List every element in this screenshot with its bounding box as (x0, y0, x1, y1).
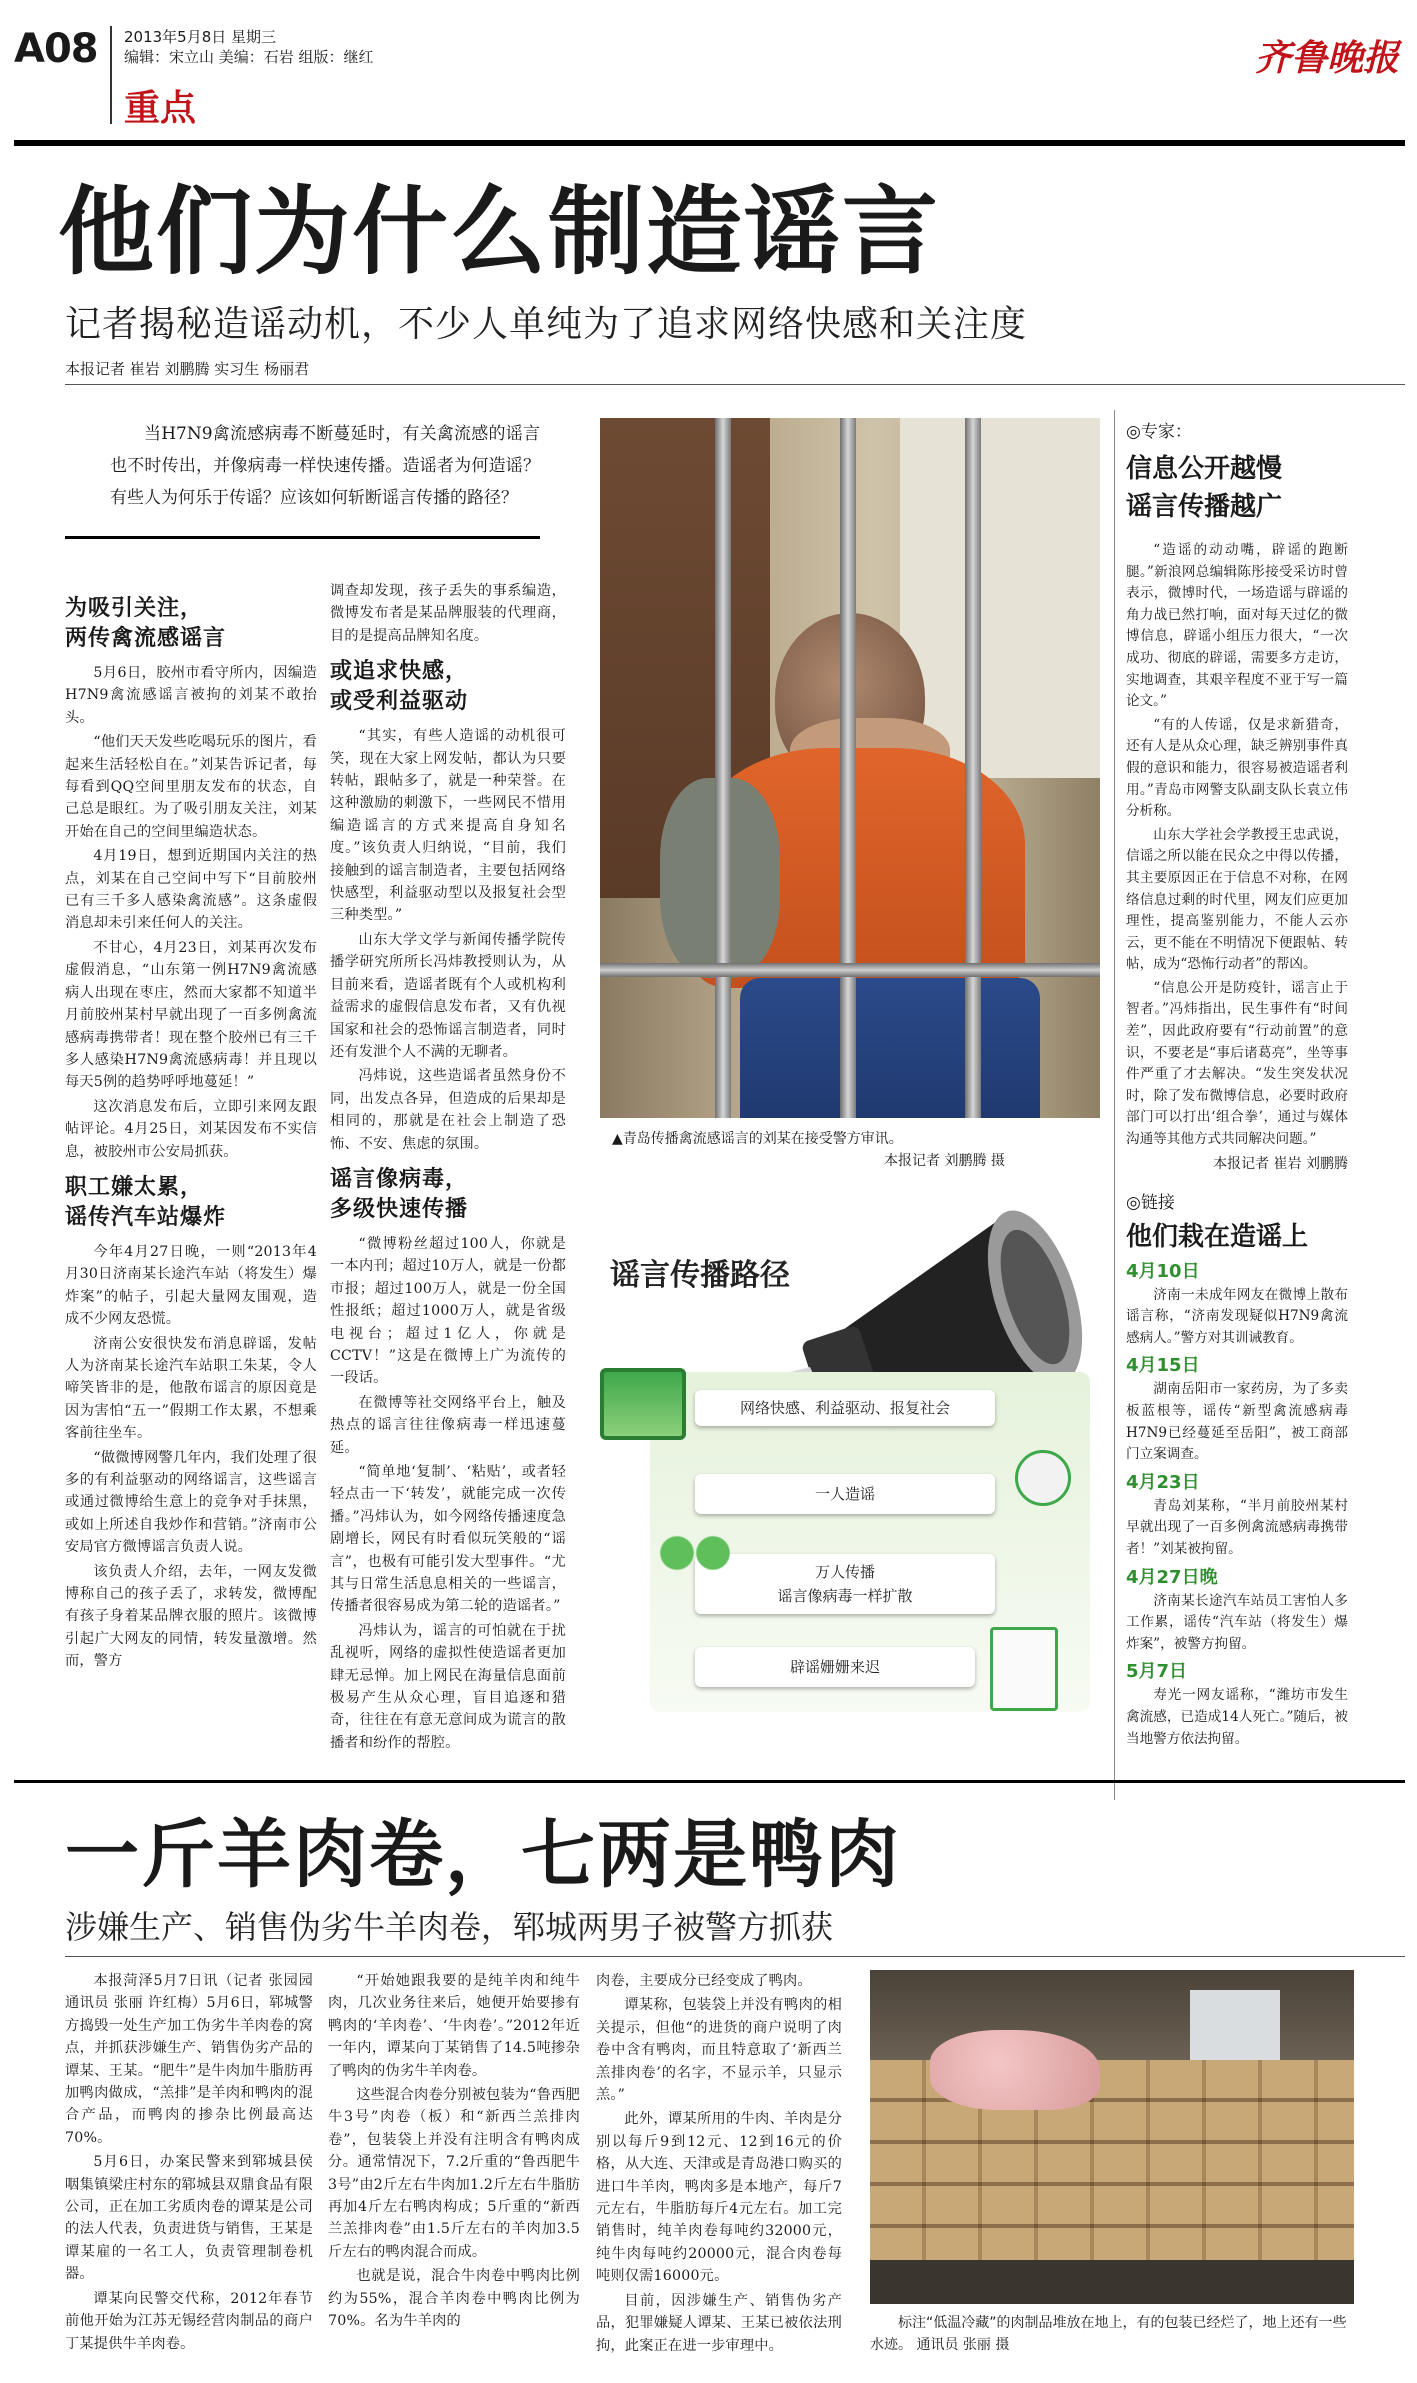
header-date: 2013年5月8日 星期三 (124, 28, 277, 46)
paragraph: “开始她跟我要的是纯羊肉和纯牛肉，几次业务往来后，她便开始要掺有鸭肉的‘羊肉卷’、‘牛肉卷’。”2012年近一年内，谭某向丁某销售了14.5吨掺杂了鸭肉的伪劣牛羊肉卷。 (328, 1973, 580, 2079)
paragraph: 本报菏泽5月7日讯（记者 张园园 通讯员 张丽 许红梅）5月6日，郓城警方捣毁一处生产加工伪劣牛羊肉卷的窝点，并抓获涉嫌生产、销售伪劣产品的谭某、王某。“肥牛”是牛肉加牛脂肪再加鸭肉做成，“羔排”是羊肉和鸭肉的混合产品，而鸭肉的掺杂比例最高达70%。 (65, 1973, 313, 2146)
page-number: A08 (14, 26, 98, 72)
paper-logo: 齐鲁晚报 (1255, 37, 1400, 79)
paragraph: 5月6日，办案民警来到郓城县侯咽集镇梁庄村东的郓城县双鼎食品有限公司，正在加工劣质肉卷的谭某是公司的法人代表，负责进货与销售，王某是谭某雇的一名工人，负责管理制卷机器。 (65, 2154, 313, 2283)
paragraph: 在微博等社交网络平台上，触及热点的谣言往往像病毒一样迅速蔓延。 (330, 1394, 566, 1456)
col1-subhead-1: 为吸引关注， 两传禽流感谣言 (65, 596, 227, 651)
paragraph: 调查却发现，孩子丢失的事系编造，微博发布者是某品牌服装的代理商，目的是提高品牌知名度。 (330, 583, 566, 644)
article2-subheadline: 涉嫌生产、销售伪劣牛羊肉卷，郓城两男子被警方抓获 (65, 1908, 834, 1946)
paragraph: 山东大学文学与新闻传播学院传播学研究所所长冯炜教授则认为，从目前来看，造谣者既有个人或机构利益需求的虚假信息发布者，又有仇视国家和社会的恐怖谣言制造者，同时还有发泄个人不满的无聊者。 (330, 931, 566, 1060)
graphic-title: 谣言传播路径 (610, 1258, 790, 1293)
article1-lede (110, 418, 540, 514)
flow-step-1: 网络快感、利益驱动、报复社会 (695, 1390, 995, 1426)
paragraph: 冯炜说，这些造谣者虽然身份不同，出发点各异，但造成的后果却是相同的，那就是在社会上制造了恐怖、不安、焦虑的氛围。 (330, 1068, 566, 1152)
link-text: 济南某长途汽车站员工害怕人多工作累，谣传“汽车站（将发生）爆炸案”，被警方拘留。 (1126, 1592, 1348, 1652)
flow-step-2: 一人造谣 (695, 1474, 995, 1514)
section-label: 重点 (124, 88, 197, 129)
lede-text: 当H7N9禽流感病毒不断蔓延时，有关禽流感的谣言也不时传出，并像病毒一样快速传播。造谣者为何造谣？有些人为何乐于传谣？应该如何斩断谣言传播的路径？ (110, 424, 540, 508)
expert-column (1126, 420, 1348, 1752)
paragraph: “造谣的动动嘴，辟谣的跑断腿。”新浪网总编辑陈彤接受采访时曾表示，微博时代，一场造谣与辟谣的角力战已然打响，面对每天过亿的微博信息，辟谣小组压力很大，“一次成功、彻底的辟谣，需要多方走访，实地调查，其艰辛程度不亚于写一篇论文。” (1126, 542, 1348, 710)
article2-rule (65, 1956, 1405, 1957)
photo-floor (870, 2260, 1354, 2304)
col2-subhead-2: 谣言像病毒， 多级快速传播 (330, 1166, 469, 1222)
paragraph: 今年4月27日晚，一则“2013年4月30日济南某长途汽车站（将发生）爆炸案”的帖子，引起大量网友围观，造成不少网友恐慌。 (65, 1243, 317, 1328)
paragraph: 也就是说，混合牛肉卷中鸭肉比例约为55%，混合羊肉卷中鸭肉比例为70%。名为牛羊肉的 (328, 2268, 580, 2330)
monitor-icon (600, 1368, 686, 1440)
header-divider (110, 26, 112, 124)
paragraph: “做微博网警几年内，我们处理了很多的有利益驱动的网络谣言，这些谣言或通过微博给生意上的竞争对手抹黑，或如上所述自我炒作和营销。”济南市公安局官方微博谣言负责人说。 (65, 1449, 317, 1556)
link-text: 寿光一网友谣称，“潍坊市发生禽流感，已造成14人死亡。”随后，被当地警方依法拘留。 (1126, 1687, 1348, 1747)
article2-column-1 (65, 1970, 313, 2357)
crowd-icon (650, 1532, 740, 1602)
paragraph: 4月19日，想到近期国内关注的热点，刘某在自己空间中写下“目前胶州已有三千多人感染禽流感”。这条虚假消息却未引来任何人的关注。 (65, 848, 317, 932)
link-date: 4月23日 (1126, 1471, 1200, 1493)
col2-subhead-1: 或追求快感， 或受利益驱动 (330, 659, 469, 715)
expert-title: 信息公开越慢 谣言传播越广 (1126, 454, 1283, 522)
top-rule (14, 140, 1405, 146)
col1-subhead-2: 职工嫌太累， 谣传汽车站爆炸 (65, 1174, 227, 1230)
flow-step-3: 万人传播 谣言像病毒一样扩散 (695, 1554, 995, 1614)
photo1-caption: ▲青岛传播禽流感谣言的刘某在接受警方审讯。 (612, 1131, 903, 1147)
paragraph: 冯炜认为，谣言的可怕就在于扰乱视听，网络的虚拟性使造谣者更加肆无忌惮。加上网民在海量信息面前极易产生从众心理，盲目追逐和猎奇，往往在有意无意间成为谎言的散播者和纷作的帮腔。 (330, 1622, 566, 1751)
photo-bar (715, 418, 731, 1118)
photo-bar (965, 418, 981, 1118)
meat-storage-photo (870, 1970, 1354, 2304)
article2-headline: 一斤羊肉卷，七两是鸭肉 (65, 1812, 901, 1898)
expert-credit: 本报记者 崔岩 刘鹏腾 (1213, 1155, 1348, 1172)
article-separator (14, 1780, 1405, 1783)
paragraph: 此外，谭某所用的牛肉、羊肉是分别以每斤9到12元、12到16元的价格，从大连、天津或是青岛港口购买的进口牛羊肉，鸭肉多是本地产，每斤7元左右，牛脂肪每斤4元左右。加工完销售时，纯羊肉卷每吨约32000元，纯牛肉每吨约20000元，混合肉卷每吨则仅需16000元。 (596, 2111, 842, 2285)
photo-bar (840, 418, 856, 1118)
paragraph: “他们天天发些吃喝玩乐的图片，看起来生活轻松自在。”刘某告诉记者，每每看到QQ空间里朋友发布的状态，自己总是眼红。为了吸引朋友关注，刘某开始在自己的空间里编造状态。 (65, 734, 317, 840)
paragraph: 不甘心，4月23日，刘某再次发布虚假消息，“山东第一例H7N9禽流感病人出现在枣庄，然而大家都不知道半月前胶州某村早就出现了一百多例禽流感病毒携带者！现在整个胶州已有三千多人感染H7N9禽流感病毒！并且现以每天5例的趋势呼呼地蔓延！” (65, 939, 317, 1091)
link-text: 青岛刘某称，“半月前胶州某村早就出现了一百多例禽流感病毒携带者！”刘某被拘留。 (1126, 1497, 1348, 1557)
paragraph: 谭某称，包装袋上并没有鸭肉的相关提示，但他“的进货的商户说明了肉卷中含有鸭肉，而且特意取了‘新西兰羔排肉卷’的名字，不显示羊，只显示羔。” (596, 1997, 842, 2104)
expert-label: ◎专家： (1126, 422, 1192, 442)
link-text: 湖南岳阳市一家药房，为了多卖板蓝根等，谣传“新型禽流感病毒H7N9已经蔓延至岳阳”，被工商部门立案调查。 (1126, 1381, 1348, 1463)
paragraph: “信息公开是防疫针，谣言止于智者。”冯炜指出，民生事件有“时间差”，因此政府要有“行动前置”的意识，不要老是“事后诸葛亮”，坐等事件严重了才去解决。“发生突发状况时，除了发布微博信息，必要时政府部门可以打出‘组合拳’，通过与媒体沟通等其他方式共同解决问题。” (1126, 979, 1348, 1148)
photo-legs (740, 978, 1040, 1118)
paragraph: 这次消息发布后，立即引来网友跟帖评论。4月25日，刘某因发布不实信息，被胶州市公安局抓获。 (65, 1098, 317, 1160)
article1-column-2 (330, 580, 566, 1756)
photo-wall (900, 418, 1100, 778)
article1-headline: 他们为什么制造谣言 (58, 176, 940, 288)
article1-subheadline: 记者揭秘造谣动机，不少人单纯为了追求网络快感和关注度 (65, 304, 1028, 345)
photo2-credit: 通讯员 张丽 摄 (916, 2337, 1010, 2353)
photo1-credit: 本报记者 刘鹏腾 摄 (884, 1153, 1005, 1169)
photo2-caption: 标注“低温冷藏”的肉制品堆放在地上，有的包装已经烂了，地上还有一些水迹。 通讯员 张丽 摄 (870, 2315, 1347, 2353)
paragraph: “其实，有些人造谣的动机很可笑，现在大家上网发帖，都认为只要转帖，跟帖多了，就是一种荣誉。在这种激励的刺激下，一些网民不惜用编造谣言的方式来提高自身知名度。”该负责人归纳说，“目前，我们接触到的谣言制造者，主要包括网络快感型，利益驱动型以及报复社会型三种类型。” (330, 728, 566, 924)
lede-rule (65, 536, 540, 539)
right-col-rule (1114, 410, 1115, 1800)
flow-step-4: 辟谣姗姗来迟 (695, 1647, 975, 1687)
article2-column-3 (596, 1970, 842, 2359)
photo-crossbar (600, 963, 1100, 977)
link-date: 4月10日 (1126, 1260, 1200, 1282)
paragraph: 这些混合肉卷分别被包装为“鲁西肥牛3号”肉卷（板）和“新西兰羔排肉卷”，包装袋上并没有注明含有鸭肉成分。通常情况下，7.2斤重的“鲁西肥牛3号”由2斤左右牛肉加1.2斤左右牛脂肪再加4斤左右鸭肉构成；5斤重的“新西兰羔排肉卷”由1.5斤左右的羊肉加3.5斤左右的鸭肉混合而成。 (328, 2087, 580, 2260)
link-text: 济南一未成年网友在微博上散布谣言称，“济南发现疑似H7N9禽流感病人。”警方对其训诫教育。 (1126, 1286, 1348, 1346)
paragraph: 5月6日，胶州市看守所内，因编造H7N9禽流感谣言被拘的刘某不敢抬头。 (65, 665, 317, 726)
headline-rule (65, 384, 1405, 385)
article1-byline: 本报记者 崔岩 刘鹏腾 实习生 杨丽君 (65, 360, 310, 378)
link-date: 4月15日 (1126, 1355, 1200, 1377)
links-label: ◎链接 (1126, 1192, 1175, 1213)
rumor-path-graphic (590, 1172, 1106, 1732)
interrogation-photo (600, 418, 1100, 1118)
paragraph: 谭某向民警交代称，2012年春节前他开始为江苏无锡经营肉制品的商户丁某提供牛羊肉卷。 (65, 2290, 313, 2352)
link-date: 4月27日晚 (1126, 1566, 1218, 1588)
article2-column-2 (328, 1970, 580, 2335)
paragraph: 肉卷，主要成分已经变成了鸭肉。 (596, 1973, 812, 1989)
clipboard-icon (990, 1627, 1058, 1711)
paragraph: “简单地‘复制’、‘粘贴’，或者轻轻点击一下‘转发’，就能完成一次传播。”冯炜认为，如今网络传播速度急剧增长，网民有时看似玩笑般的“谣言”，也极有可能引发大型事件。“尤其与日常生活息息相关的一些谣言，传播者很容易成为第二轮的造谣者。” (330, 1464, 566, 1615)
paragraph: “微博粉丝超过100人，你就是一本内刊；超过10万人，就是一份都市报；超过100万人，就是一份全国性报纸；超过1000万人，就是省级电视台；超过1亿人，你就是CCTV！”这是在微博上广为流传的一段话。 (330, 1235, 566, 1387)
photo-window (1190, 1990, 1280, 2070)
photo-meat (930, 2030, 1100, 2110)
header-staff: 编辑：宋立山 美编：石岩 组版：继红 (124, 48, 374, 66)
paragraph: 山东大学社会学教授王忠武说，信谣之所以能在民众之中得以传播，其主要原因正在于信息不对称，在网络信息过剩的时代里，网友们应更加理性，提高鉴别能力，不能人云亦云，更不能在不明情况下便跟帖、转帖，成为“恐怖行动者”的帮凶。 (1126, 826, 1348, 973)
paragraph: 目前，因涉嫌生产、销售伪劣产品，犯罪嫌疑人谭某、王某已被依法刑拘，此案正在进一步审理中。 (596, 2292, 842, 2354)
paragraph: “有的人传谣，仅是求新猎奇，还有人是从众心理，缺乏辨别事件真假的意识和能力，很容易被造谣者利用。”青岛市网警支队副支队长袁立伟分析称。 (1126, 716, 1348, 820)
link-date: 5月7日 (1126, 1661, 1188, 1683)
paragraph: 济南公安很快发布消息辟谣，发帖人为济南某长途汽车站职工朱某，令人啼笑皆非的是，他散布谣言的原因竟是因为害怕“五一”假期工作太累，不想乘客前往坐车。 (65, 1335, 317, 1442)
person-icon (1015, 1450, 1071, 1506)
article1-column-1 (65, 584, 317, 1675)
links-title: 他们栽在造谣上 (1126, 1221, 1309, 1252)
paragraph: 该负责人介绍，去年，一网友发微博称自己的孩子丢了，求转发，微博配有孩子身着某品牌衣服的照片。该微博引起广大网友的同情，转发量激增。然而，警方 (65, 1563, 317, 1670)
